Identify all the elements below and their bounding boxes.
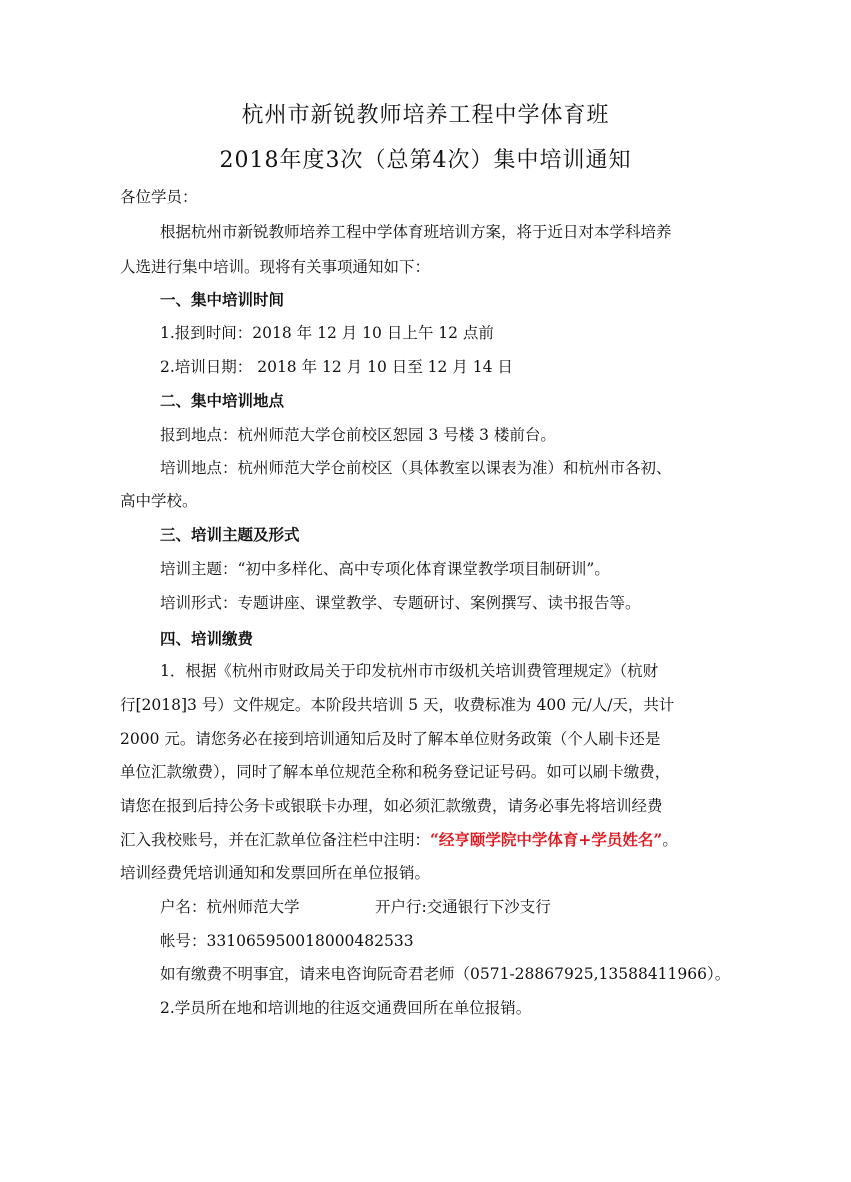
- section-1-heading: 一、集中培训时间: [160, 290, 285, 309]
- section-4-heading: 四、培训缴费: [160, 629, 254, 648]
- fee-paragraph-line-3: 2000 元。请您务必在接到培训通知后及时了解本单位财务政策（个人刷卡还是: [120, 730, 661, 748]
- report-time: 1.报到时间：2018 年 12 月 10 日上午 12 点前: [160, 324, 494, 342]
- training-format: 培训形式：专题讲座、课堂教学、专题研讨、案例撰写、读书报告等。: [160, 594, 641, 612]
- section-3-heading: 三、培训主题及形式: [160, 525, 300, 544]
- greeting: 各位学员：: [120, 188, 198, 206]
- intro-line-1: 根据杭州市新锐教师培养工程中学体育班培训方案，将于近日对本学科培养: [160, 223, 672, 241]
- remittance-note-suffix: 。: [662, 831, 678, 849]
- training-dates: 2.培训日期： 2018 年 12 月 10 日至 12 月 14 日: [160, 358, 513, 376]
- report-location: 报到地点：杭州师范大学仓前校区恕园 3 号楼 3 楼前台。: [160, 426, 556, 444]
- fee-paragraph-line-7: 培训经费凭培训通知和发票回所在单位报销。: [120, 864, 431, 882]
- remittance-note-highlight: “经亨颐学院中学体育+学员姓名”: [430, 830, 663, 849]
- travel-reimbursement: 2.学员所在地和培训地的往返交通费回所在单位报销。: [160, 999, 532, 1017]
- document-title: 杭州市新锐教师培养工程中学体育班: [241, 103, 610, 128]
- training-location-line-1: 培训地点：杭州师范大学仓前校区（具体教室以课表为准）和杭州市各初、: [160, 459, 672, 477]
- fee-paragraph-line-4: 单位汇款缴费），同时了解本单位规范全称和税务登记证号码。如可以刷卡缴费，: [120, 763, 671, 781]
- training-theme: 培训主题：“初中多样化、高中专项化体育课堂教学项目制研训”。: [160, 560, 610, 578]
- remittance-note-prefix: 汇入我校账号，并在汇款单位备注栏中注明：: [120, 831, 431, 849]
- fee-paragraph-line-1: 1．根据《杭州市财政局关于印发杭州市市级机关培训费管理规定》（杭财: [160, 662, 659, 680]
- fee-paragraph-line-2: 行[2018]3 号）文件规定。本阶段共培训 5 天，收费标准为 400 元/人/天，共计: [120, 696, 675, 714]
- account-bank: 开户行:交通银行下沙支行: [375, 898, 551, 916]
- document-subtitle: 2018年度3次（总第4次）集中培训通知: [219, 148, 632, 173]
- section-2-heading: 二、集中培训地点: [160, 391, 285, 410]
- fee-paragraph-line-6: [120, 830, 678, 850]
- contact-info: 如有缴费不明事宜，请来电咨询阮奇君老师（0571-28867925,13588411966）。: [160, 965, 731, 983]
- training-location-line-2: 高中学校。: [120, 492, 198, 510]
- fee-paragraph-line-5: 请您在报到后持公务卡或银联卡办理，如必须汇款缴费，请务必事先将培训经费: [120, 797, 663, 815]
- intro-line-2: 人选进行集中培训。现将有关事项通知如下：: [120, 258, 431, 276]
- account-number: 帐号：331065950018000482533: [160, 932, 414, 950]
- account-name: 户名：杭州师范大学: [160, 898, 300, 916]
